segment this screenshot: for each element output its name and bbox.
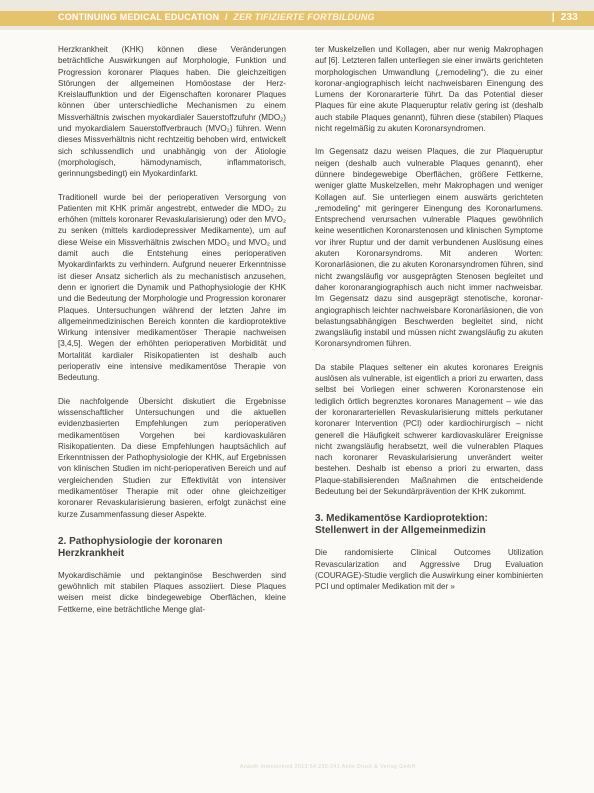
left-paragraph-4: Myokardischämie und pektanginöse Beschwerden sind gewöhnlich mit stabilen Plaques assoziiert. Diese Plaques weisen meist dicke bindegewebige Oberflächen, kleine Fettkerne, eine beträchtliche Menge glat-	[58, 570, 286, 614]
left-paragraph-3: Die nachfolgende Übersicht diskutiert die Ergebnisse wissenschaftlicher Untersuchungen und die aktuellen evidenzbasierten Empfehlungen zum perioperativen medikamentösen Vorgehen bei kardiovaskulären Risikopatienten. Da diese Empfehlungen hauptsächlich auf Erkenntnissen der Pathophysiologie der KHK, auf Ergebnissen von klinischen Studien im nicht-perioperativen Bereich und auf vergleichenden Studien zur Effektivität von intensiver medikamentöser Therapie mit oder ohne gleichzeitiger koronarer Revaskularisierung basieren, erfolgt zunächst eine kurze Zusammenfassung dieser Aspekte.	[58, 396, 286, 519]
right-paragraph-1: ter Muskelzellen und Kollagen, aber nur wenig Makrophagen auf [6]. Letzteren fallen unterliegen sie einer inwärts gerichteten morphologischen Umwandlung („remodeling“), die zu einer koronar-angiographisch leicht nachweisbaren Einengung des Lumens der Koronararterie führt. Da das Potential dieser Plaques für eine akute Plaqueruptur relativ gering ist (deshalb auch stabile Plaques genannt), führen diese (stabilen) Plaques nicht regelmäßig zu akuten Koronarsyndromen.	[315, 45, 543, 134]
header-text	[58, 12, 578, 23]
left-paragraph-1: Herzkrankheit (KHK) können diese Veränderungen beträchtliche Auswirkungen auf Morphologie, Funktion und Progression koronarer Plaques haben. Die gleichzeitigen Störungen der allgemeinen Homöostase der Herz-Kreislauffunktion und der Eigenschaften koronarer Plaques können über unterschiedliche Mechanismen zu einem Missverhältnis zwischen myokardialer Sauerstoffzufuhr (MDO₂) und myokardialem Sauerstoffverbrauch (MVO₂) führen. Wenn dieses Missverhältnis nicht rechtzeitig behoben wird, entwickelt sich schlussendlich und unabhängig von der Ätiologie (morphologisch, hämodynamisch, inflammatorisch, gerinnungsbedingt) ein Myokardinfarkt.	[58, 45, 286, 179]
left-column	[58, 44, 286, 627]
header-separator: /	[224, 12, 228, 22]
right-paragraph-2: Im Gegensatz dazu weisen Plaques, die zur Plaqueruptur neigen (deshalb auch vulnerable Plaques genannt), eher dünnere bindegewebige Oberflächen, größere Fettkerne, weniger glatte Muskelzellen, mehr Makrophagen und weniger Kollagen auf. Sie unterliegen einem auswärts gerichteten „remodeling“ mit geringerer Einengung des Koronarlumens. Entsprechend verursachen vulnerable Plaques gewöhnlich keine wesentlichen Koronarstenosen und klinischen Symptome vor ihrer Ruptur und der damit verbundenen Auslösung eines akuten Koronarsyndroms. Mit anderen Worten: Koronarläsionen, die zu akuten Koronarsyndromen führen, sind nicht zwangsläufig vor ausgeprägten Stenosen begleitet und daher koronarangiographisch auch nicht immer nachweisbar. Im Gegensatz dazu sind ausgeprägt stenotische, koronar-angiographisch leichter nachweisbare Koronarläsionen, die von belastungsabhängigen Beschwerden begleitet sind, nicht zwangsläufig instabil und müssen nicht zwangsläufig zu akuten Koronarsyndromen führen.	[315, 147, 543, 349]
page-header	[0, 0, 594, 30]
section-heading-2: 2. Pathophysiologie der koronaren Herzkrankheit	[58, 535, 223, 559]
header-section: CONTINUING MEDICAL EDUCATION	[58, 12, 220, 22]
left-paragraph-2: Traditionell wurde bei der perioperativen Versorgung von Patienten mit KHK primär angestrebt, entweder die MDO₂ zu erhöhen (mittels koronarer Revaskularisierung) oder den MVO₂ zu senken (mittels kardiodepressiver Medikamente), um auf diese Weise ein Missverhältnis zwischen MDO₂ und MVO₂ und damit auch die Entstehung eines perioperativen Myokardinfarkts zu verhindern. Aufgrund neuerer Erkenntnisse ist dieser Ansatz sicherlich als zu mechanistisch anzusehen, denn er ignoriert die Dynamik und Pathophysiologie der KHK und die Bedeutung der Morphologie und Progression koronarer Plaques. Untersuchungen während der letzten Jahre im allgemeinmedizinischen Bereich konnten die kardioprotektive Wirkung intensiver medikamentöser Therapie nachweisen [3,4,5]. Wegen der erhöhten perioperativen Morbidität und Mortalität kardialer Risikopatienten ist deshalb auch perioperativ eine intensive medikamentöse Therapie von Bedeutung.	[58, 192, 286, 383]
header-handwritten: ZER TIFIZIERTE FORTBILDUNG	[233, 12, 375, 22]
page-footer: Anästh Intensivmed 2013;54:230-241 Aktiv Druck & Verlag GmbH	[240, 764, 416, 770]
right-paragraph-3: Da stabile Plaques seltener ein akutes koronares Ereignis auslösen als vulnerable, ist eigentlich a priori zu erwarten, dass selbst bei Vorliegen einer schweren Koronarstenose ein lediglich örtlich begrenztes koronares Management – wie das der koronararteriellen Revaskularisierung mittels perkutaner koronarer Intervention (PCI) oder kardiochirurgisch – nicht generell die Häufigkeit schwerer kardiovaskulärer Ereignisse nicht zwangsläufig herabsetzt, weil die vulnerablen Plaques nach koronarer Revaskularisierung unverändert weiter bestehen. Deshalb ist ebenso a priori zu erwarten, dass Plaque-stabilisierenden Maßnahmen die entscheidende Bedeutung bei der Sekundärprävention der KHK zukommt.	[315, 362, 543, 496]
page-number-group	[549, 12, 578, 23]
right-column	[315, 44, 543, 604]
page-number: 233	[560, 12, 578, 23]
section-heading-3: 3. Medikamentöse Kardioprotektion: Stellenwert in der Allgemeinmedizin	[315, 513, 488, 537]
right-paragraph-4: Die randomisierte Clinical Outcomes Utilization Revascularization and Aggressive Drug Evaluation (COURAGE)-Studie verglich die Auswirkung einer kombinierten PCI und optimaler Medikation mit der »	[315, 548, 543, 592]
page-separator: |	[551, 12, 555, 23]
